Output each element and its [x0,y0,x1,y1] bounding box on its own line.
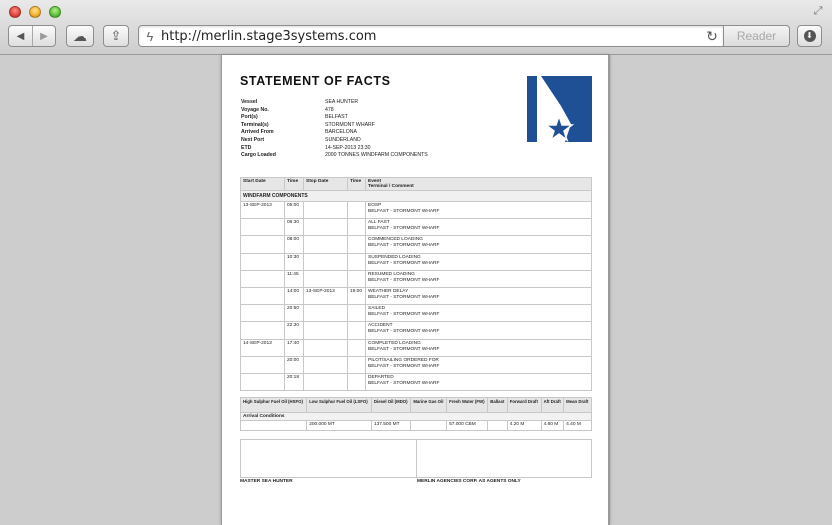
header-forward-draft: Forward Draft [507,398,541,413]
share-button[interactable] [103,25,129,47]
table-row: 20:50 SAILED BELFAST - STORMONT WHARF [241,305,592,322]
share-icon: ⇪ [110,28,122,43]
section-row: Arrival Conditions [241,413,592,421]
info-row: ETD 14-SEP-2013 23:30 [241,144,371,151]
header-event: Event Terminal / Comment [366,178,592,191]
header-stop-time: Time [348,178,366,191]
table-row: 13-SEP-2013 05:00 EOSP BELFAST - STORMONT WHARF [241,202,592,219]
back-arrow-icon: ◀ [16,30,25,42]
master-signature-area [241,440,416,477]
download-icon: ⬇ [804,30,816,42]
section-row: WINDFARM COMPONENTS [241,191,592,202]
header-mgo: Marine Gas Oil [411,398,447,413]
window-controls [9,6,61,18]
downloads-button[interactable] [797,25,822,47]
reload-icon[interactable]: ↻ [706,27,718,44]
url-field[interactable]: http://merlin.stage3systems.com [161,28,377,44]
header-start-date: Start Date [241,178,285,191]
agent-signature-area [416,440,592,477]
document-title: STATEMENT OF FACTS [240,74,391,88]
header-mdo: Diesel Oil (MDO) [371,398,410,413]
table-row: 200.000 MT 137.500 MT 57.000 CBM 4.20 M 4.60 M 4.40 M [241,421,592,431]
header-fresh-water: Fresh Water (FW) [447,398,488,413]
table-row: 20:00 PILOT/SAILING ORDERED FOR BELFAST - STORMONT WHARF [241,356,592,373]
table-row: 08:00 COMMENCED LOADING BELFAST - STORMONT WHARF [241,236,592,253]
table-row: 22:30 ACCIDENT BELFAST - STORMONT WHARF [241,322,592,339]
vessel-info [241,99,428,160]
info-row: Arrived From BARCELONA [241,129,357,136]
info-row: Voyage No. 478 [241,106,334,113]
table-row: 11:45 RESUMED LOADING BELFAST - STORMONT WHARF [241,270,592,287]
table-row: 14:00 13-SEP-2013 19:00 WEATHER DELAY BELFAST - STORMONT WHARF [241,287,592,304]
header-time: Time [285,178,304,191]
events-header-row [241,178,592,191]
close-window-button[interactable] [9,6,21,18]
header-ballast: Ballast [488,398,507,413]
back-button[interactable] [9,26,32,46]
page-viewport[interactable] [0,55,832,525]
header-aft-draft: Aft Draft [541,398,564,413]
master-signature-label: MASTER SEA HUNTER [240,479,293,484]
header-stop-date: Stop Date [304,178,348,191]
document-page [221,55,610,525]
reader-button[interactable]: Reader [724,25,790,47]
header-hsfo: High Sulphur Fuel Oil (HSFO) [241,398,307,413]
table-row: 06:30 ALL FAST BELFAST - STORMONT WHARF [241,219,592,236]
events-table [240,177,592,391]
forward-arrow-icon: ▶ [40,30,48,42]
fullscreen-icon[interactable]: ⤢ [813,5,823,17]
signature-box [240,439,592,478]
back-forward-group [8,25,56,47]
table-row: 20:18 DEPARTED BELFAST - STORMONT WHARF [241,373,592,390]
table-row: 14-SEP-2013 17:40 COMPLETED LOADING BELFAST - STORMONT WHARF [241,339,592,356]
address-bar[interactable] [138,25,724,47]
info-row: Port(s) BELFAST [241,114,348,121]
agent-signature-label: MERLIN AGENCIES CORP. AS AGENTS ONLY [417,479,521,484]
info-row: Next Port SUNDERLAND [241,136,361,143]
conditions-header-row [241,398,592,413]
browser-toolbar [0,0,832,55]
header-mean-draft: Mean Draft [564,398,592,413]
info-row: Terminal(s) STORMONT WHARF [241,121,375,128]
company-logo-icon [527,76,592,142]
arrival-conditions-table [240,397,592,431]
icloud-tabs-button[interactable] [66,25,94,47]
header-lsfo: Low Sulphur Fuel Oil (LSFO) [307,398,372,413]
site-icon: ϟ [146,28,154,44]
table-row: 10:30 SUSPENDED LOADING BELFAST - STORMONT WHARF [241,253,592,270]
minimize-window-button[interactable] [29,6,41,18]
zoom-window-button[interactable] [49,6,61,18]
info-row: Cargo Loaded 2000 TONNES WINDFARM COMPONENTS [241,152,428,159]
info-row: Vessel SEA HUNTER [241,99,359,105]
cloud-icon: ☁ [73,27,87,44]
forward-button[interactable] [32,26,55,46]
